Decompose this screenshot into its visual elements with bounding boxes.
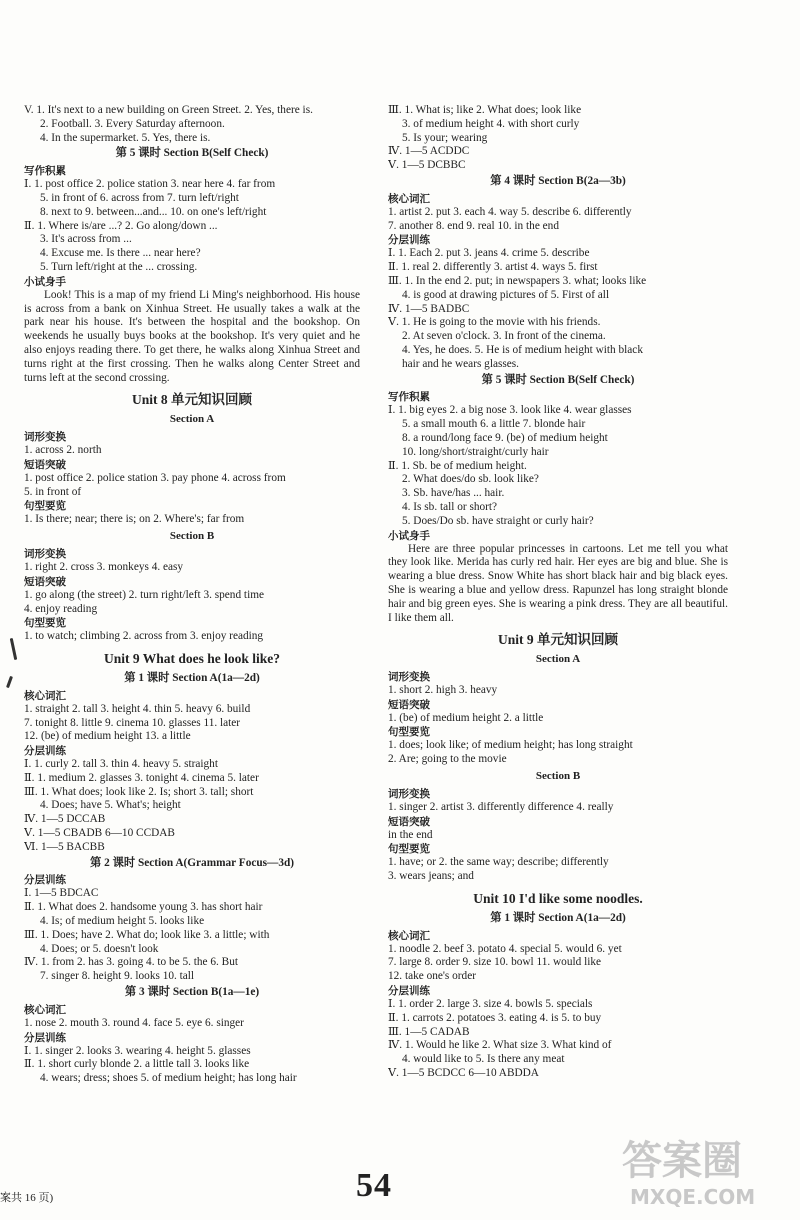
left-answer-line: 5. in front of (24, 485, 82, 498)
left-answer-line: Ⅱ. 1. short curly blonde 2. a little tall 3. looks like (24, 1058, 250, 1071)
unit-heading: Unit 9 What does he look like? (103, 651, 281, 667)
left-answer-line: 1. right 2. cross 3. monkeys 4. easy (24, 560, 184, 573)
right-answer-line: Ⅳ. 1—5 BADBC (388, 302, 470, 315)
margin-pen-mark (6, 676, 13, 688)
right-answer-line: Ⅱ. 1. real 2. differently 3. artist 4. ways 5. first (388, 261, 598, 274)
footer-page-count: 案共 16 页) (0, 1192, 54, 1204)
watermark-url-text: MXQE.COM (630, 1185, 756, 1209)
right-answer-line: Ⅴ. 1. He is going to the movie with his friends. (388, 316, 601, 329)
left-answer-line: V. 1. It's next to a new building on Green Street. 2. Yes, there is. (24, 104, 313, 116)
right-answer-line: Ⅲ. 1—5 CADAB (388, 1025, 470, 1038)
left-answer-line: 1. straight 2. tall 3. height 4. thin 5. heavy 6. build (24, 702, 251, 715)
left-answer-line: Ⅲ. 1. What does; look like 2. Is; short 3. tall; short (24, 785, 254, 798)
unit-heading: Unit 10 I'd like some noodles. (473, 891, 643, 907)
right-answer-line: Ⅰ. 1. Each 2. put 3. jeans 4. crime 5. describe (388, 247, 590, 260)
right-answer-line: 3. Sb. have/has ... hair. (402, 487, 505, 500)
right-answer-line: Ⅳ. 1—5 ACDDC (388, 145, 470, 158)
right-answer-line: 2. What does/do sb. look like? (402, 473, 539, 486)
right-answer-line: 1. artist 2. put 3. each 4. way 5. describe 6. differently (388, 205, 632, 218)
lesson-heading: 第 4 课时 Section B(2a—3b) (490, 174, 626, 187)
watermark-main-text: 答案圈 (622, 1138, 742, 1184)
unit-heading: Unit 8 单元知识回顾 (131, 392, 252, 408)
right-answer-line: 7. another 8. end 9. real 10. in the end (388, 219, 559, 232)
right-answer-line: 4. is good at drawing pictures of 5. First of all (402, 288, 610, 301)
right-answer-line: Ⅱ. 1. Sb. be of medium height. (388, 459, 527, 472)
right-answer-line: Ⅰ. 1. big eyes 2. a big nose 3. look like 4. wear glasses (388, 404, 632, 417)
right-column (388, 104, 728, 1081)
right-answer-line: 10. long/short/straight/curly hair (402, 445, 549, 458)
category-heading: 核心词汇 (388, 929, 430, 942)
section-heading: Section B (535, 770, 581, 783)
category-heading: 词形变换 (24, 430, 66, 443)
right-answer-line: 2. Are; going to the movie (388, 753, 507, 766)
category-heading: 分层训练 (388, 985, 430, 998)
right-answer-line: 1. does; look like; of medium height; has long straight (388, 739, 633, 752)
left-answer-line: 7. singer 8. height 9. looks 10. tall (40, 970, 195, 983)
category-heading: 短语突破 (24, 458, 66, 471)
left-answer-line: Ⅱ. 1. medium 2. glasses 3. tonight 4. cinema 5. later (24, 771, 259, 784)
category-heading: 分层训练 (388, 234, 430, 247)
left-answer-line: 4. enjoy reading (24, 602, 98, 615)
right-answer-line: Ⅱ. 1. carrots 2. potatoes 3. eating 4. is 5. to buy (388, 1011, 602, 1024)
category-heading: 写作积累 (24, 165, 66, 178)
right-answer-line: 3. wears jeans; and (388, 870, 474, 883)
left-answer-line: Ⅲ. 1. Does; have 2. What do; look like 3. a little; with (24, 928, 270, 941)
left-answer-line: Ⅰ. 1. singer 2. looks 3. wearing 4. height 5. glasses (24, 1044, 251, 1057)
left-answer-line: 1. post office 2. police station 3. pay phone 4. across from (24, 471, 286, 484)
left-answer-line: Ⅰ. 1. post office 2. police station 3. near here 4. far from (24, 178, 276, 191)
right-answer-line: 5. Does/Do sb. have straight or curly hair? (402, 514, 594, 527)
category-heading: 句型要览 (388, 843, 430, 856)
category-heading: 小试身手 (24, 275, 66, 288)
right-answer-line: Ⅰ. 1. order 2. large 3. size 4. bowls 5. specials (388, 998, 593, 1011)
right-answer-line: 5. Is your; wearing (402, 131, 488, 144)
lesson-heading: 第 5 课时 Section B(Self Check) (481, 373, 635, 386)
left-answer-line: 4. In the supermarket. 5. Yes, there is. (40, 131, 211, 144)
right-answer-line: Ⅲ. 1. In the end 2. put; in newspapers 3. what; looks like (388, 274, 647, 287)
section-heading: Section A (169, 413, 215, 426)
left-answer-line: 4. Does; or 5. doesn't look (40, 942, 159, 955)
right-answer-line: 4. would like to 5. Is there any meat (402, 1053, 565, 1066)
section-heading: Section B (169, 530, 215, 543)
right-answer-line: Ⅴ. 1—5 DCBBC (388, 159, 466, 172)
left-answer-line: 1. across 2. north (24, 443, 102, 456)
category-heading: 核心词汇 (24, 689, 66, 702)
left-answer-line: 1. go along (the street) 2. turn right/left 3. spend time (24, 588, 265, 601)
left-answer-line: Ⅱ. 1. Where is/are ...? 2. Go along/down ... (24, 219, 218, 232)
left-answer-line: 4. Is; of medium height 5. looks like (40, 915, 205, 928)
category-heading: 短语突破 (388, 815, 430, 828)
left-answer-line: 12. (be) of medium height 13. a little (24, 730, 191, 743)
left-answer-line: 8. next to 9. between...and... 10. on one's left/right (40, 205, 267, 218)
category-heading: 句型要览 (24, 617, 66, 630)
lesson-heading: 第 3 课时 Section B(1a—1e) (124, 986, 260, 999)
page-number: 54 (356, 1167, 392, 1204)
right-answer-line: hair and he wears glasses. (402, 357, 520, 370)
lesson-heading: 第 2 课时 Section A(Grammar Focus—3d) (89, 856, 295, 869)
left-column (24, 104, 360, 1086)
margin-pen-mark (10, 638, 18, 660)
category-heading: 核心词汇 (24, 1003, 66, 1016)
left-answer-line: Ⅳ. 1. from 2. has 3. going 4. to be 5. the 6. But (24, 956, 238, 969)
right-answer-line: 1. noodle 2. beef 3. potato 4. special 5. would 6. yet (388, 942, 622, 955)
category-heading: 短语突破 (24, 575, 66, 588)
lesson-heading: 第 1 课时 Section A(1a—2d) (490, 911, 626, 924)
left-answer-line: Ⅰ. 1—5 BDCAC (24, 887, 99, 900)
left-answer-line: Ⅵ. 1—5 BACBB (24, 840, 105, 853)
category-heading: 小试身手 (388, 529, 430, 542)
right-answer-line: 12. take one's order (388, 970, 476, 983)
category-heading: 句型要览 (24, 500, 66, 513)
right-answer-line: 3. of medium height 4. with short curly (402, 117, 580, 130)
left-answer-line: 3. It's across from ... (40, 233, 132, 246)
right-answer-line: 1. have; or 2. the same way; describe; differently (388, 856, 609, 869)
category-heading: 核心词汇 (388, 192, 430, 205)
category-heading: 词形变换 (24, 547, 66, 560)
lesson-heading: 第 5 课时 Section B(Self Check) (115, 147, 269, 160)
left-answer-line: 1. nose 2. mouth 3. round 4. face 5. eye 6. singer (24, 1016, 244, 1029)
unit-heading: Unit 9 单元知识回顾 (497, 632, 618, 648)
left-answer-line: Ⅴ. 1—5 CBADB 6—10 CCDAB (24, 827, 175, 840)
right-answer-line: 1. short 2. high 3. heavy (388, 683, 498, 696)
right-answer-line: 1. singer 2. artist 3. differently difference 4. really (388, 800, 614, 813)
left-answer-line: 4. Excuse me. Is there ... near here? (40, 247, 201, 260)
right-answer-line: 8. a round/long face 9. (be) of medium height (402, 431, 608, 444)
left-answer-line: Ⅰ. 1. curly 2. tall 3. thin 4. heavy 5. straight (24, 758, 218, 771)
category-heading: 词形变换 (388, 787, 430, 800)
left-answer-line: 5. Turn left/right at the ... crossing. (40, 260, 198, 273)
left-answer-line: 1. to watch; climbing 2. across from 3. enjoy reading (24, 630, 264, 643)
category-heading: 短语突破 (388, 698, 430, 711)
left-answer-line: Ⅳ. 1—5 DCCAB (24, 813, 106, 826)
category-heading: 句型要览 (388, 726, 430, 739)
category-heading: 词形变换 (388, 670, 430, 683)
right-answer-line: 4. Is sb. tall or short? (402, 500, 498, 513)
writing-paragraph: Here are three popular princesses in cartoons. Let me tell you what they look like. Merida has curly red hair. Her eyes are big and blue. She is wearing a blue dress. Snow White has short black hair and big black eyes. She is wearing a blue and yellow dress. Rapunzel has long straight blonde hair and big green eyes. She is wearing a pink dress. They are all beautiful. I like them all. (388, 542, 728, 624)
category-heading: 分层训练 (24, 1031, 66, 1044)
lesson-heading: 第 1 课时 Section A(1a—2d) (124, 671, 260, 684)
left-answer-line: 4. wears; dress; shoes 5. of medium height; has long hair (40, 1072, 297, 1085)
section-heading: Section A (535, 653, 581, 666)
right-answer-line: Ⅴ. 1—5 BCDCC 6—10 ABDDA (388, 1067, 539, 1080)
category-heading: 分层训练 (24, 874, 66, 887)
right-answer-line: in the end (388, 828, 433, 841)
left-answer-line: 5. in front of 6. across from 7. turn left/right (40, 191, 239, 204)
right-answer-line: 7. large 8. order 9. size 10. bowl 11. would like (388, 956, 602, 969)
writing-paragraph: Look! This is a map of my friend Li Ming's neighborhood. His house is across from a bank on Xinhua Street. He usually takes a walk at the park near his house. It's between the hospital and the bookshop. On weekends he usually buys books at the bookshop. It's very quiet and he also enjoys reading there. To get there, he walks along Xinhua Street and turns right at the first crossing. Then he walks along Center Street and turns left at the second crossing. (24, 288, 360, 384)
right-answer-line: 5. a small mouth 6. a little 7. blonde hair (402, 418, 586, 431)
left-answer-line: Ⅱ. 1. What does 2. handsome young 3. has short hair (24, 901, 263, 914)
left-answer-line: 4. Does; have 5. What's; height (40, 799, 181, 812)
left-answer-line: 7. tonight 8. little 9. cinema 10. glasses 11. later (24, 716, 241, 729)
left-answer-line: 1. Is there; near; there is; on 2. Where's; far from (24, 513, 245, 526)
category-heading: 分层训练 (24, 745, 66, 758)
right-answer-line: Ⅲ. 1. What is; like 2. What does; look like (388, 104, 582, 116)
watermark-logo (618, 1130, 793, 1212)
right-answer-line: 1. (be) of medium height 2. a little (388, 711, 544, 724)
right-answer-line: Ⅳ. 1. Would he like 2. What size 3. What kind of (388, 1039, 612, 1052)
left-answer-line: 2. Football. 3. Every Saturday afternoon. (40, 117, 225, 130)
right-answer-line: 4. Yes, he does. 5. He is of medium height with black (402, 343, 643, 356)
right-answer-line: 2. At seven o'clock. 3. In front of the cinema. (402, 330, 606, 343)
category-heading: 写作积累 (388, 391, 430, 404)
